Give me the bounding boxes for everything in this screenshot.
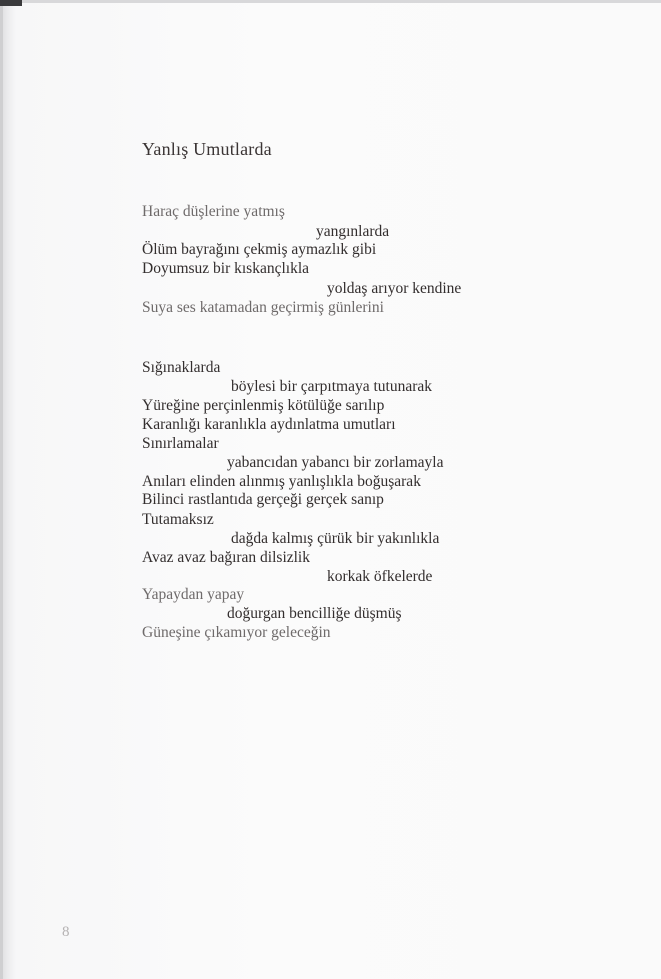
poem-title: Yanlış Umutlarda [142, 139, 272, 159]
poem-line: doğurgan bencilliğe düşmüş [227, 605, 402, 622]
poem-line: Doyumsuz bir kıskançlıkla [142, 260, 310, 277]
poem-line: Yüreğine perçinlenmiş kötülüğe sarılıp [142, 397, 385, 414]
poem-line: yabancıdan yabancı bir zorlamayla [227, 454, 444, 471]
poem-line: Haraç düşlerine yatmış [142, 203, 285, 220]
poem-line: dağda kalmış çürük bir yakınlıkla [231, 530, 440, 547]
poem-line: Güneşine çıkamıyor geleceğin [142, 624, 331, 641]
poem-line: yoldaş arıyor kendine [327, 280, 462, 297]
poem-line: Avaz avaz bağıran dilsizlik [142, 549, 310, 566]
poem-line: korkak öfkelerde [327, 568, 433, 585]
page-number: 8 [62, 924, 70, 940]
poem-line: Ölüm bayrağını çekmiş aymazlık gibi [142, 241, 377, 258]
poem-line: Sığınaklarda [142, 359, 221, 376]
poem-line: Tutamaksız [142, 511, 214, 528]
poem-line: Sınırlamalar [142, 435, 219, 452]
poem-line: Bilinci rastlantıda gerçeği gerçek sanıp [142, 491, 384, 508]
poem-line: böylesi bir çarpıtmaya tutunarak [231, 378, 433, 395]
poem-line: yangınlarda [316, 223, 390, 240]
poem-line: Yapaydan yapay [142, 586, 245, 603]
poem-line: Suya ses katamadan geçirmiş günlerini [142, 299, 384, 316]
poem-line: Anıları elinden alınmış yanlışlıkla boğuşarak [142, 473, 421, 490]
poem-line: Karanlığı karanlıkla aydınlatma umutları [142, 416, 396, 433]
